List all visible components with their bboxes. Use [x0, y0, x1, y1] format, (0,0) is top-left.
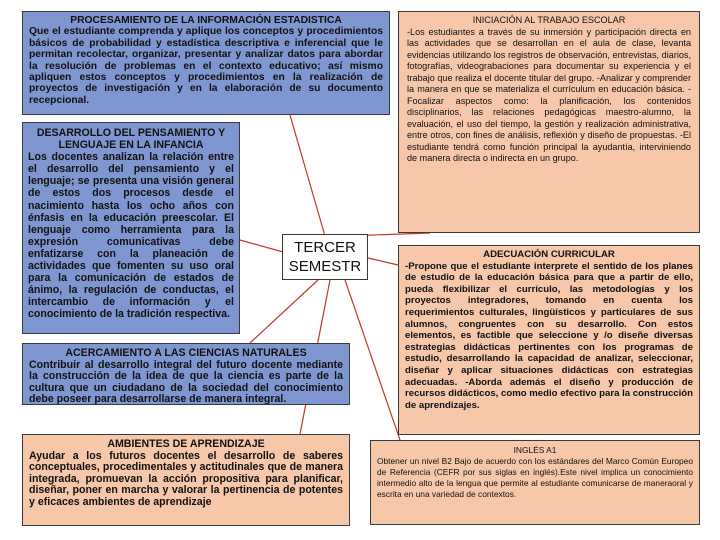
box-desarrollo-pensamiento — [22, 122, 240, 334]
box-body: Contribuir al desarrollo integral del futuro docente mediante la construcción de la idea de que la ciencia es parte de la cultura que un ciudadano de la sociedad del conocimiento debe poseer para desarrollarse de manera integral. — [29, 358, 343, 405]
box-title: DESARROLLO DEL PENSAMIENTO Y LENGUAJE EN LA INFANCIA — [36, 127, 226, 152]
box-title: PROCESAMIENTO DE LA INFORMACIÓN ESTADISTICA — [70, 15, 342, 26]
box-body: Ayudar a los futuros docentes el desarrollo de saberes conceptuales, procedimentales y actitudinales que de manera integrada, promuevan la acción propositiva para planificar, diseñar, poner en marcha y valorar la pertinencia de potentes y eficaces ambientes de aprendizaje — [29, 449, 343, 508]
box-ambientes-aprendizaje — [22, 434, 350, 526]
connector-procesamiento — [290, 115, 325, 236]
box-title: ACERCAMIENTO A LAS CIENCIAS NATURALES — [65, 347, 307, 359]
box-body: -Los estudiantes a través de su inmersión y participación directa en las actividades que se desarrollan en el aula de clase, levanta evidencias utilizando los registros de observación, entrevistas, diarios, fotografías, videograbaciones para documentar su experiencia y el trabajo que realiza el docente titular del grupo. -Analizar y comprender la manera en que se materializa el currículum en educación básica. -Focalizar aspectos como: la planificación, los contenidos disciplinarios, las relaciones pedagógicas maestro-alumno, la evaluación, el uso del tiempo, la gestión y realización administrativa, entre otros, con fines de análisis, reflexión y diseño de propuestas. -El estudiante tendrá como función principal la ayudantía, interviniendo de manera directa o indirecta en un grupo. — [407, 26, 691, 163]
box-ciencias-naturales — [22, 343, 350, 405]
connector-ciencias — [250, 280, 318, 343]
box-procesamiento-informacion — [22, 11, 390, 115]
center-label-line2: SEMESTR — [288, 258, 362, 275]
box-adecuacion-curricular — [398, 245, 700, 435]
center-label-line1: TERCER — [294, 239, 356, 256]
box-ingles-a1 — [370, 440, 700, 525]
box-body: Obtener un nivel B2 Bajo de acuerdo con los estándares del Marco Común Europeo de Referencia (CEFR por sus siglas en inglés).Este nivel implica un conocimiento intermedio alto de la lengua que permite al estudiante comunicarse de maneraoral y escrita en una variedad de contextos. — [377, 456, 693, 499]
connector-adecuacion — [368, 258, 398, 265]
box-body: -Propone que el estudiante interprete el sentido de los planes de estudio de la educación básica para que a partir de ello, pueda flexibilizar el currículo, las metodologías y los proyectos integradores, tomando en cuenta los requerimientos culturales, lingüísticos y particulares de sus alumnos, congruentes con su desarrollo. Con estos elementos, es factible que seleccione y /o diseñe diversas estrategias didácticas pertinentes con los programas de estudio, desarrollando la capacidad de analizar, seleccionar, diseñar y aplicar situaciones didácticas con estrategias adecuadas. -Aborda además el diseño y producción de recursos didácticos, como medio efectivo para la construcción de aprendizajes. — [405, 260, 693, 411]
connector-ingles — [345, 280, 400, 440]
box-title: INGLÉS A1 — [513, 445, 557, 455]
box-title: AMBIENTES DE APRENDIZAJE — [107, 438, 265, 450]
box-body: Los docentes analizan la relación entre el desarrollo del pensamiento y el lenguaje; se presenta una visión general de estos dos procesos desde el nacimiento hasta los ocho años con énfasis en la educación preescolar. El lenguaje como herramienta para la expresión comunicativas debe enfatizarse con la planeación de actividades que fomenten su uso oral para la comunicación de estados de ánimo, la regulación de conductas, el intercambio de información y el conocimiento de la tradición respectiva. — [28, 151, 234, 321]
box-body: Que el estudiante comprenda y aplique los conceptos y procedimientos básicos de probabilidad y estadística descriptiva e inferencial que le permitan recolectar, organizar, presentar y analizar datos para abordar la resolución de problemas en el contexto educativo; así mismo apliquen estos conceptos y procedimientos en la realización de proyectos de investigación y en la elaboración de su documento recepcional. — [29, 26, 383, 106]
box-title: INICIACIÓN AL TRABAJO ESCOLAR — [472, 15, 626, 25]
box-iniciacion-trabajo-escolar — [398, 11, 700, 233]
box-title: ADECUACIÓN CURRICULAR — [483, 249, 615, 260]
center-node-tercer-semestre — [282, 234, 368, 280]
